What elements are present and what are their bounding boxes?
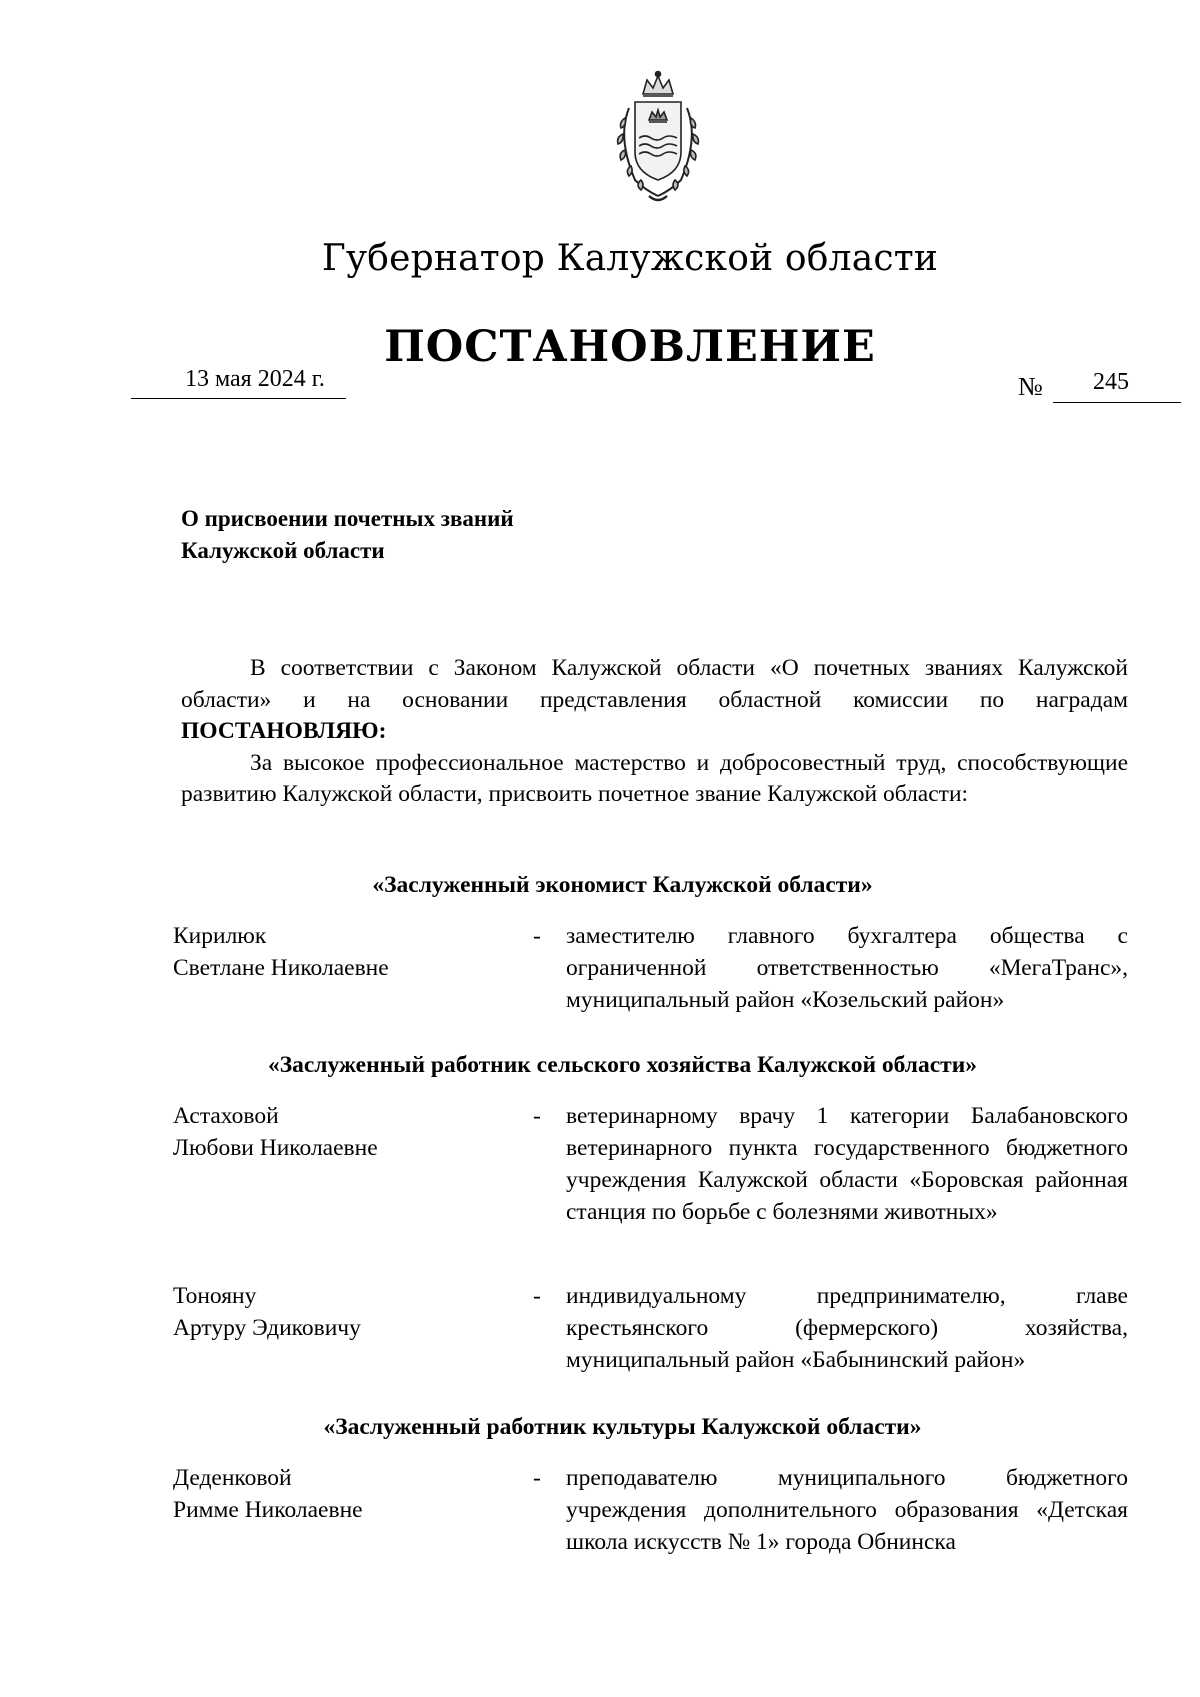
document-number: 245: [1093, 369, 1129, 395]
recipient-given-names: Артуру Эдиковичу: [173, 1315, 361, 1341]
number-underline: [1053, 402, 1181, 403]
recipient-surname: Кирилюк: [173, 923, 267, 949]
recipient-position: ветеринарному врачу 1 категории Балабановского ветеринарного пункта государственного бюджетного учреждения Калужской области «Боровская районная станция по борьбе с болезнями животных»: [566, 1103, 1128, 1225]
preamble-paragraph: [181, 653, 1128, 748]
recipient-position: преподавателю муниципального бюджетного учреждения дополнительного образования «Детская школа искусств № 1» города Обнинска: [566, 1465, 1128, 1555]
recipient-name: [173, 1280, 513, 1344]
number-sign: №: [1018, 372, 1043, 401]
issuing-authority: Губернатор Калужской области: [321, 238, 939, 279]
rank-title-culture: «Заслуженный работник культуры Калужской области»: [323, 1414, 922, 1440]
document-type-title: ПОСТАНОВЛЕНИЕ: [384, 322, 876, 372]
entry-dash: -: [533, 923, 541, 949]
rank-title-agriculture: «Заслуженный работник сельского хозяйства Калужской области»: [267, 1052, 978, 1078]
entry-dash: -: [533, 1103, 541, 1129]
coat-of-arms-emblem: [595, 68, 721, 208]
recipient-position: заместителю главного бухгалтера общества с ограниченной ответственностью «МегаТранс», муниципальный район «Козельский район»: [566, 923, 1128, 1013]
document-date: 13 мая 2024 г.: [185, 366, 325, 392]
recipient-name: [173, 1462, 513, 1526]
recipient-given-names: Римме Николаевне: [173, 1497, 363, 1523]
recipient-surname: Астаховой: [173, 1103, 279, 1129]
recipient-given-names: Любови Николаевне: [173, 1135, 378, 1161]
date-underline: [131, 398, 346, 399]
recipient-given-names: Светлане Николаевне: [173, 955, 389, 981]
preamble-text: В соответствии с Законом Калужской области «О почетных званиях Калужской области» и на основании представления областной комиссии по наградам: [181, 655, 1128, 713]
subject-line-2: Калужской области: [181, 538, 385, 563]
recipient-surname: Деденковой: [173, 1465, 292, 1491]
recipient-surname: Тонояну: [173, 1283, 257, 1309]
document-subject: [181, 503, 514, 567]
subject-line-1: О присвоении почетных званий: [181, 506, 514, 531]
decree-keyword: ПОСТАНОВЛЯЮ:: [181, 718, 387, 744]
recipient-position: индивидуальному предпринимателю, главе крестьянского (фермерского) хозяйства, муниципальный район «Бабынинский район»: [566, 1283, 1128, 1373]
entry-dash: -: [533, 1283, 541, 1309]
recipient-name: [173, 920, 513, 984]
rank-title-economist: «Заслуженный экономист Калужской области»: [372, 872, 873, 898]
document-body: [181, 653, 1128, 811]
award-paragraph: За высокое профессиональное мастерство и добросовестный труд, способствующие развитию Калужской области, присвоить почетное звание Калужской области:: [181, 749, 1128, 807]
entry-dash: -: [533, 1465, 541, 1491]
recipient-name: [173, 1100, 513, 1164]
